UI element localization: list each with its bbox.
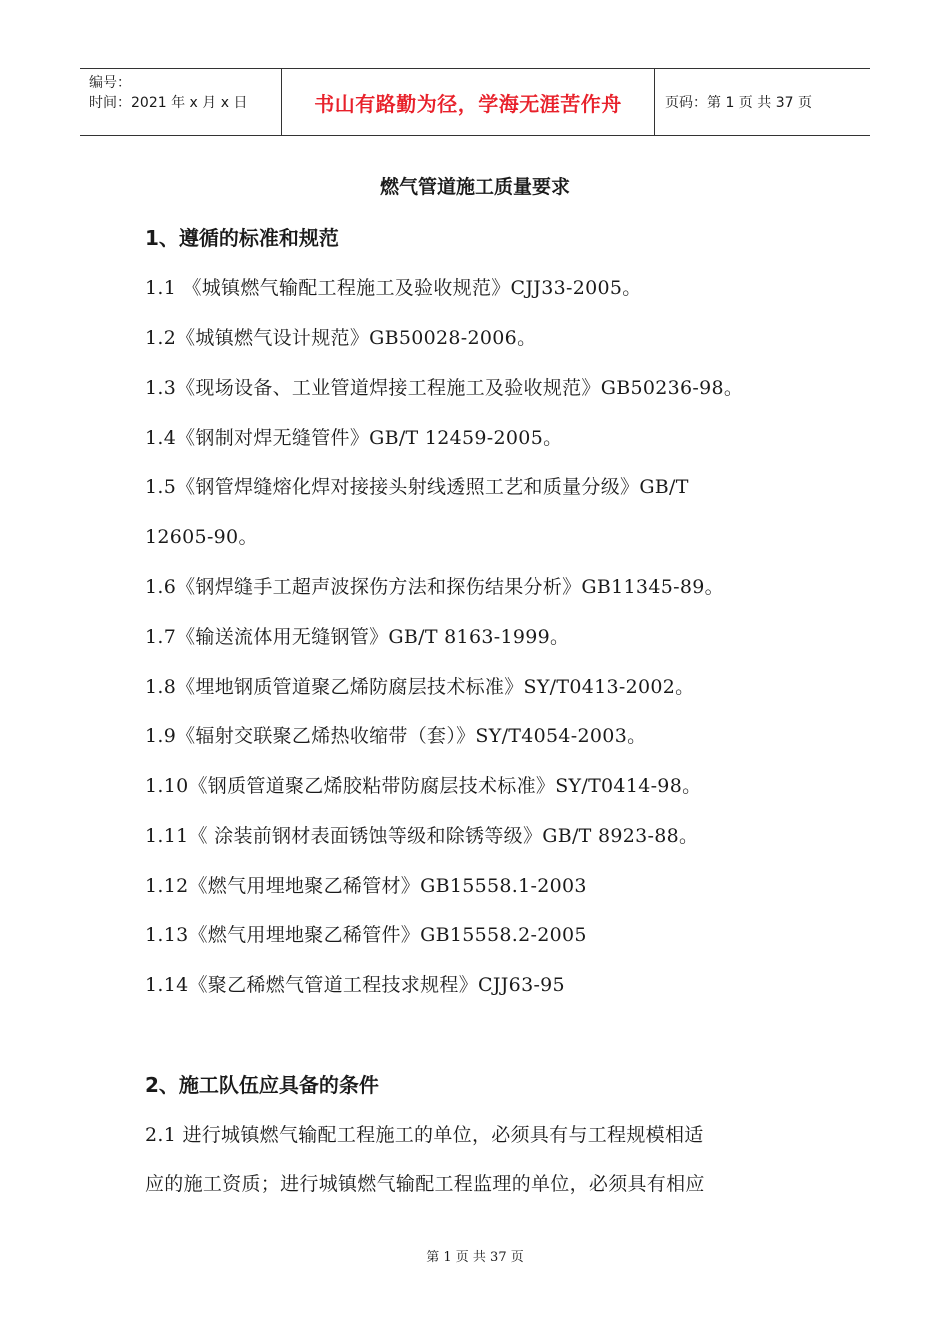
standard-item: 1.6《钢焊缝手工超声波探伤方法和探伤结果分析》GB11345-89。 — [145, 576, 724, 598]
page-info-text: 页码：第 1 页 共 37 页 — [665, 95, 812, 111]
header-meta — [80, 69, 282, 135]
standard-item: 1.8《埋地钢质管道聚乙烯防腐层技术标准》SY/T0413-2002。 — [145, 676, 695, 698]
document-title: 燃气管道施工质量要求 — [379, 176, 570, 198]
header-page-info — [655, 69, 870, 135]
section-1-heading: 1、遵循的标准和规范 — [145, 226, 339, 250]
page-header — [80, 68, 870, 136]
standard-item: 1.13《燃气用埋地聚乙稀管件》GB15558.2-2005 — [145, 924, 587, 946]
paragraph-line: 应的施工资质；进行城镇燃气输配工程监理的单位，必须具有相应 — [145, 1173, 705, 1195]
standard-item: 1.14《聚乙稀燃气管道工程技求规程》CJJ63-95 — [145, 974, 565, 996]
standard-item-continuation: 12605-90。 — [145, 526, 258, 548]
standard-item: 1.10《钢质管道聚乙烯胶粘带防腐层技术标准》SY/T0414-98。 — [145, 775, 702, 797]
date-label: 时间：2021 年 x 月 x 日 — [89, 95, 248, 111]
standard-item: 1.3《现场设备、工业管道焊接工程施工及验收规范》GB50236-98。 — [145, 377, 744, 399]
standard-item: 1.12《燃气用埋地聚乙稀管材》GB15558.1-2003 — [145, 875, 587, 897]
header-motto — [282, 69, 655, 135]
standard-item: 1.5《钢管焊缝熔化焊对接接头射线透照工艺和质量分级》GB/T — [145, 476, 689, 498]
motto-text: 书山有路勤为径，学海无涯苦作舟 — [314, 91, 622, 116]
page-footer: 第 1 页 共 37 页 — [426, 1250, 524, 1265]
number-label: 编号： — [89, 75, 131, 91]
standard-item: 1.9《辐射交联聚乙烯热收缩带（套）》SY/T4054-2003。 — [145, 725, 647, 747]
paragraph-line: 2.1 进行城镇燃气输配工程施工的单位，必须具有与工程规模相适 — [145, 1124, 704, 1146]
standard-item: 1.11《 涂装前钢材表面锈蚀等级和除锈等级》GB/T 8923-88。 — [145, 825, 699, 847]
section-2-heading: 2、施工队伍应具备的条件 — [145, 1073, 379, 1097]
standard-item: 1.7《输送流体用无缝钢管》GB/T 8163-1999。 — [145, 626, 570, 648]
standard-item: 1.2《城镇燃气设计规范》GB50028-2006。 — [145, 327, 537, 349]
standard-item: 1.4《钢制对焊无缝管件》GB/T 12459-2005。 — [145, 427, 563, 449]
standard-item: 1.1 《城镇燃气输配工程施工及验收规范》CJJ33-2005。 — [145, 277, 642, 299]
